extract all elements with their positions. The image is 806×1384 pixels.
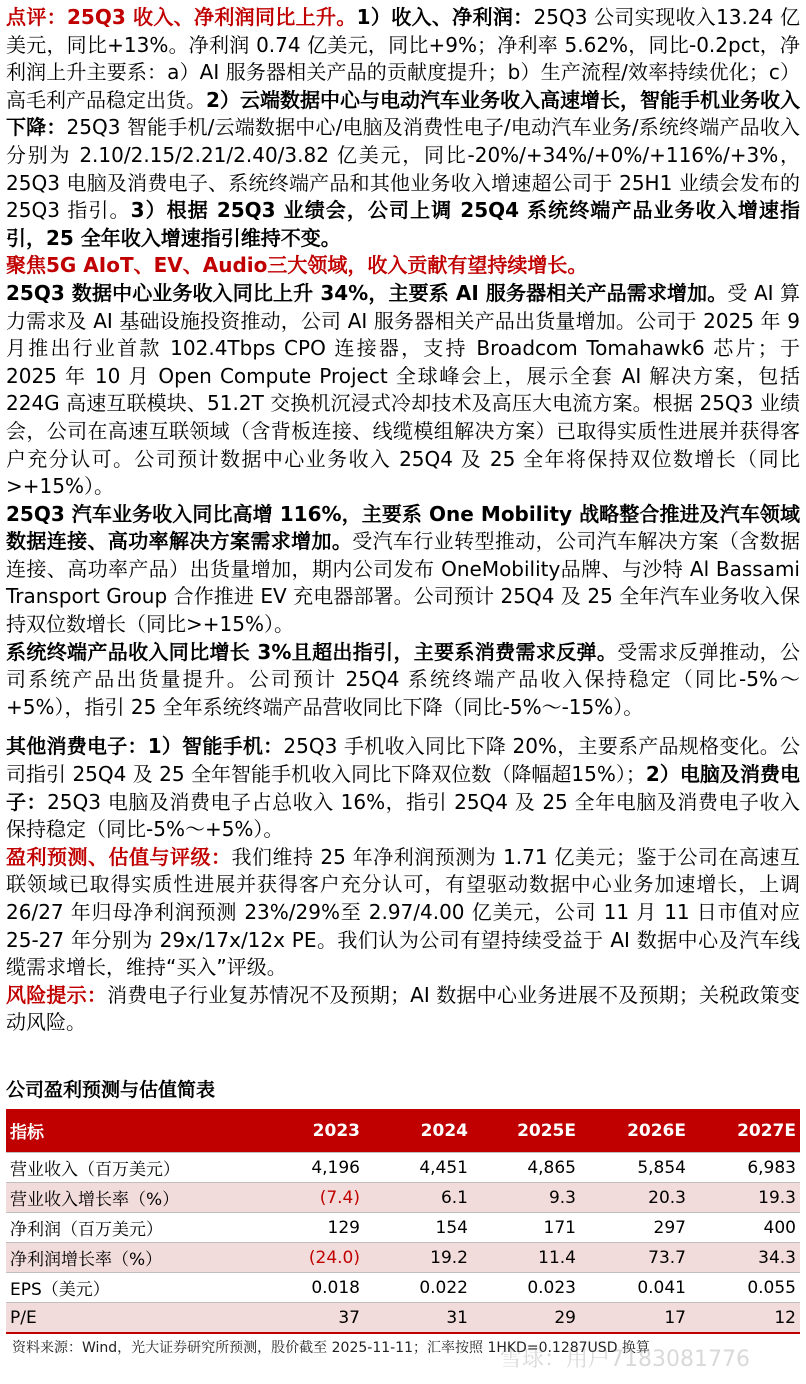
focus-heading: 聚焦5G AIoT、EV、Audio三大领域，收入贡献有望持续增长。 — [6, 253, 588, 278]
table-cell: 19.3 — [690, 1183, 800, 1213]
table-cell: 6,983 — [690, 1153, 800, 1183]
source-note: 资料来源：Wind，光大证券研究所预测，股价截至 2025-11-11；汇率按照 1HKD=0.1287USD 换算 — [12, 1340, 650, 1356]
auto-text: 受汽车行业转型推动，公司汽车解决方案（含数据连接、高功率产品）出货量增加，期内公司发布 OneMobility品牌、与沙特 Al Bassami Transport Group 合作推进 EV 充电器部署。公司预计 25Q4 及 25 全年汽车业务收入保持双位数增长（同比>+15%）。 — [6, 529, 801, 637]
header-2025e: 2025E — [472, 1109, 580, 1153]
valuation-heading: 盈利预测、估值与评级： — [6, 844, 232, 869]
auto-paragraph — [6, 501, 800, 639]
valuation-text: 我们维持 25 年净利润预测为 1.71 亿美元；鉴于公司在高速互联领域已取得实质性进展并获得客户充分认可，有望驱动数据中心业务加速增长，上调 26/27 年归母净利润预测 23%/29%至 2.97/4.00 亿美元，公司 11 月 11 日市值对应 25-27 年分别为 29x/17x/12x PE。我们认为公司有望持续受益于 AI 数据中心及汽车线缆需求增长，维持“买入”评级。 — [6, 844, 800, 980]
pc-lead: 2）电脑及消费电子： — [6, 762, 800, 814]
header-indicator: 指标 — [6, 1109, 256, 1153]
table-header-row — [6, 1109, 800, 1153]
table-cell: 11.4 — [472, 1243, 580, 1273]
table-cell: 19.2 — [364, 1243, 472, 1273]
review-paragraph — [6, 4, 800, 252]
forecast-table — [6, 1109, 800, 1334]
smartphone-lead: 其他消费电子：1）智能手机： — [6, 734, 284, 759]
row-label: P/E — [6, 1303, 256, 1334]
risk-heading: 风险提示： — [6, 982, 108, 1007]
datacenter-text: 受 AI 算力需求及 AI 基础设施投资推动，公司 AI 服务器相关产品出货量增加。公司于 2025 年 9 月推出行业首款 102.4Tbps CPO 连接器，支持 Broadcom Tomahawk6 芯片；于 2025 年 10 月 Open Compute Project 全球峰会上，展示全套 AI 解决方案，包括 224G 高速互联模块、51.2T 交换机沉浸式冷却技术及高压大电流方案。根据 25Q3 业绩会，公司在高速互联领域（含背板连接、线缆模组解决方案）已取得实质性进展并获得客户充分认可。公司预计数据中心业务收入 25Q4 及 25 全年将保持双位数增长（同比>+15%）。 — [6, 280, 800, 499]
review-heading: 点评：25Q3 收入、净利润同比上升。 — [6, 5, 357, 29]
table-cell: 31 — [364, 1303, 472, 1334]
other-consumer-paragraph — [6, 733, 800, 843]
table-cell: 73.7 — [580, 1243, 690, 1273]
header-2024: 2024 — [364, 1109, 472, 1153]
table-row — [6, 1243, 800, 1273]
table-cell: 400 — [690, 1213, 800, 1243]
row-label: 净利润增长率（%） — [6, 1243, 256, 1273]
header-2026e: 2026E — [580, 1109, 690, 1153]
table-cell: 4,865 — [472, 1153, 580, 1183]
row-label: 净利润（百万美元） — [6, 1213, 256, 1243]
table-cell: 297 — [580, 1213, 690, 1243]
table-cell: 0.022 — [364, 1273, 472, 1303]
table-cell: 5,854 — [580, 1153, 690, 1183]
report-body — [6, 4, 800, 1037]
auto-lead: 25Q3 汽车业务收入同比高增 116%，主要系 One Mobility 战略整合推进及汽车领域数据连接、高功率解决方案需求增加。 — [6, 501, 800, 554]
table-row — [6, 1153, 800, 1183]
table-cell: 37 — [256, 1303, 364, 1334]
table-cell: 4,196 — [256, 1153, 364, 1183]
table-cell: 20.3 — [580, 1183, 690, 1213]
table-row — [6, 1183, 800, 1213]
table-cell: 129 — [256, 1213, 364, 1243]
row-label: 营业收入（百万美元） — [6, 1153, 256, 1183]
table-cell: 0.023 — [472, 1273, 580, 1303]
datacenter-lead: 25Q3 数据中心业务收入同比上升 34%，主要系 AI 服务器相关产品需求增加。 — [6, 280, 728, 305]
row-label: EPS（美元） — [6, 1273, 256, 1303]
table-cell: 154 — [364, 1213, 472, 1243]
table-cell-negative: (7.4) — [256, 1183, 364, 1213]
pc-text: 25Q3 电脑及消费电子占总收入 16%，指引 25Q4 及 25 全年电脑及消费电子收入保持稳定（同比-5%～+5%）。 — [6, 789, 801, 842]
table-title: 公司盈利预测与估值简表 — [6, 1079, 216, 1101]
table-cell: 6.1 — [364, 1183, 472, 1213]
datacenter-paragraph — [6, 280, 800, 501]
table-row — [6, 1213, 800, 1243]
review-point-3: 3）根据 25Q3 业绩会，公司上调 25Q4 系统终端产品业务收入增速指引，25 全年收入增速指引维持不变。 — [6, 198, 800, 250]
table-cell: 29 — [472, 1303, 580, 1334]
row-label: 营业收入增长率（%） — [6, 1183, 256, 1213]
table-cell: 12 — [690, 1303, 800, 1334]
review-point-2-text: 25Q3 智能手机/云端数据中心/电脑及消费性电子/电动汽车业务/系统终端产品收入分别为 2.10/2.15/2.21/2.40/3.82 亿美元，同比-20%/+34%/+0%/+116%/+3%，25Q3 电脑及消费电子、系统终端产品和其他业务收入增速超公司于 25H1 业绩会发布的 25Q3 指引。 — [6, 115, 801, 223]
valuation-paragraph — [6, 844, 800, 982]
review-point-1-text: 25Q3 公司实现收入13.24 亿美元，同比+13%。净利润 0.74 亿美元，同比+9%；净利率 5.62%，同比-0.2pct，净利润上升主要系：a）AI 服务器相关产品的贡献度提升；b）生产流程/效率持续优化；c）高毛利产品稳定出货。 — [6, 5, 801, 112]
risk-paragraph — [6, 982, 800, 1037]
header-2027e: 2027E — [690, 1109, 800, 1153]
review-point-1-label: 1）收入、净利润： — [356, 5, 534, 29]
table-cell-negative: (24.0) — [256, 1243, 364, 1273]
terminal-text: 受需求反弹推动，公司系统产品出货量提升。公司预计 25Q4 系统终端产品收入保持稳定（同比-5%～+5%），指引 25 全年系统终端产品营收同比下降（同比-5%～-15%）。 — [6, 639, 801, 719]
table-cell: 0.055 — [690, 1273, 800, 1303]
table-cell: 17 — [580, 1303, 690, 1334]
table-cell: 0.018 — [256, 1273, 364, 1303]
table-cell: 171 — [472, 1213, 580, 1243]
risk-text: 消费电子行业复苏情况不及预期；AI 数据中心业务进展不及预期；关税政策变动风险。 — [6, 982, 801, 1035]
table-cell: 4,451 — [364, 1153, 472, 1183]
table-row — [6, 1273, 800, 1303]
smartphone-text: 25Q3 手机收入同比下降 20%，主要系产品规格变化。公司指引 25Q4 及 25 全年智能手机收入同比下降双位数（降幅超15%）； — [6, 734, 800, 787]
terminal-paragraph — [6, 639, 800, 722]
table-cell: 0.041 — [580, 1273, 690, 1303]
header-2023: 2023 — [256, 1109, 364, 1153]
table-row — [6, 1303, 800, 1334]
terminal-lead: 系统终端产品收入同比增长 3%且超出指引，主要系消费需求反弹。 — [6, 639, 618, 664]
review-point-2-label: 2）云端数据中心与电动汽车业务收入高速增长，智能手机业务收入下降： — [6, 87, 801, 140]
watermark: 雪球：用户7183081776 — [500, 1347, 750, 1372]
table-cell: 34.3 — [690, 1243, 800, 1273]
table-cell: 9.3 — [472, 1183, 580, 1213]
